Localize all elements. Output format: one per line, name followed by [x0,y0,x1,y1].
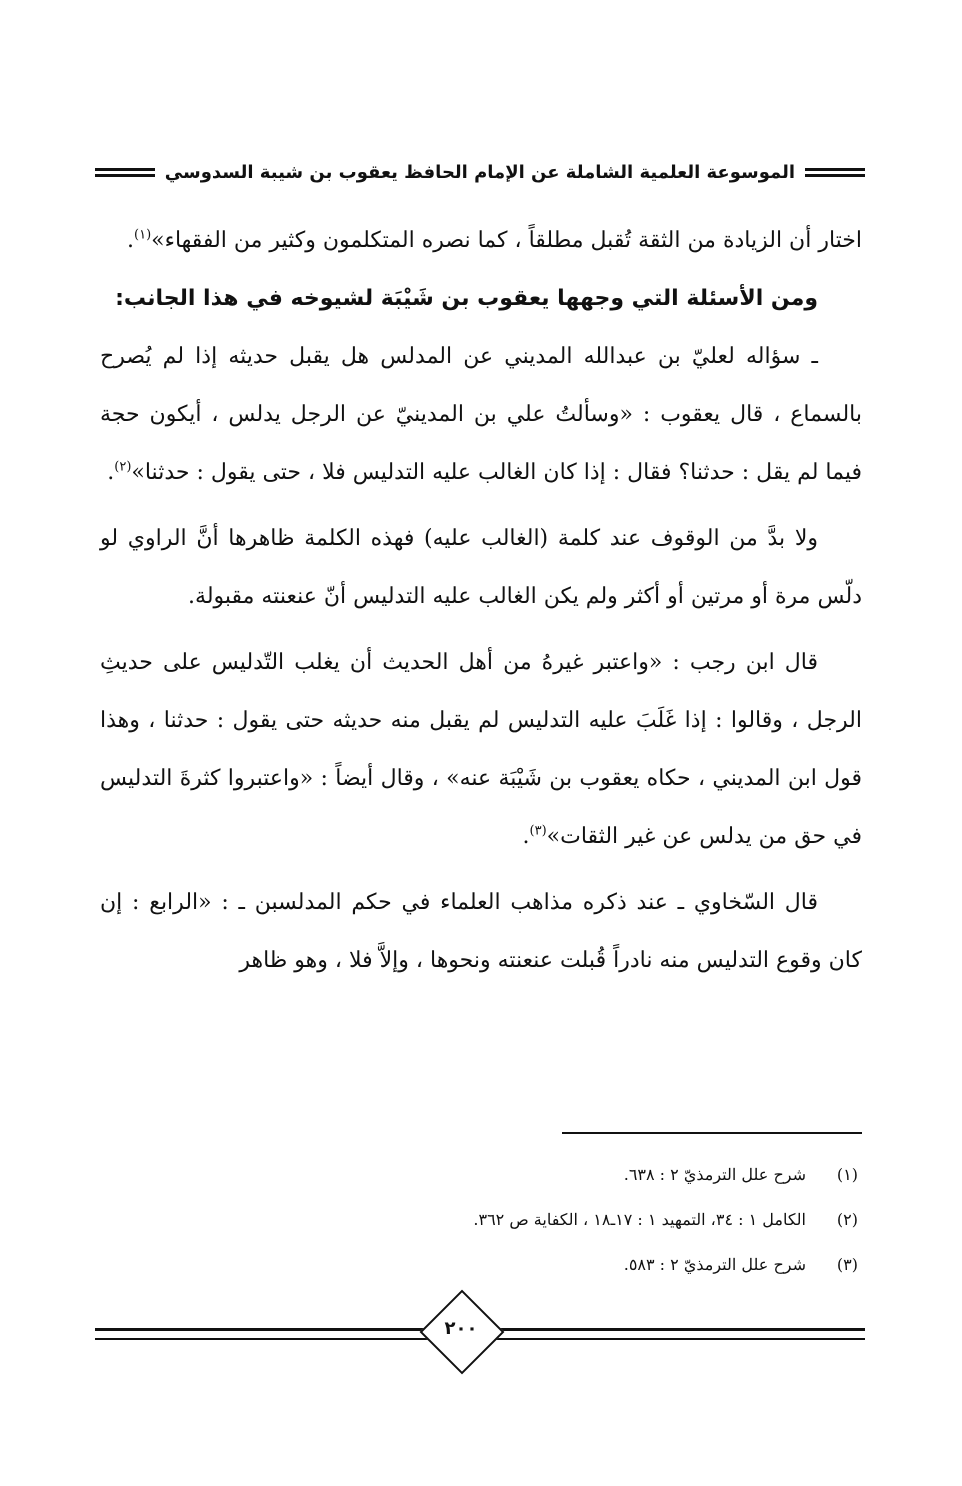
paragraph-text: اختار أن الزيادة من الثقة تُقبل مطلقاً ، كما نصره المتكلمون وكثير من الفقهاء» [151,228,862,253]
footnote-number: (١) [836,1165,858,1184]
footnote [158,1152,858,1197]
paragraph-text: ـ سؤاله لعليّ بن عبدالله المديني عن المدلس هل يقبل حديثه إذا لم يُصرح بالسماع ، قال يعقوب : «وسألتُ علي بن المدينيّ عن الرجل يدلس ، أيكون حجة فيما لم يقل : حدثنا؟ فقال : إذا كان الغالب عليه التدليس فلا ، حتى يقول : حدثنا» [100,344,862,485]
running-title: الموسوعة العلمية الشاملة عن الإمام الحافظ يعقوب بن شيبة السدوسي [164,161,795,183]
paragraph [100,328,862,502]
footnotes [158,1152,858,1287]
footnote-text: شرح علل الترمذيّ ٢ : ٥٨٣. [623,1255,806,1274]
footnote-ref: (١) [134,227,152,243]
running-header [95,146,865,198]
main-text [100,212,862,990]
paragraph-text: قال ابن رجب : «واعتبر غيرهُ من أهل الحديث أن يغلب التّدليس على حديثِ الرجل ، وقالوا : إذا غَلَبَ عليه التدليس لم يقبل منه حديثه حتى يقول : حدثنا ، وهذا قول ابن المديني ، حكاه يعقوب بن شَيْبَة عنه» ، وقال أيضاً : «واعتبروا كثرةَ التدليس في حق من يدلس عن غير الثقات» [100,650,862,849]
page-number: ٢٠٠ [444,1318,478,1339]
footnote-number: (٣) [836,1255,858,1274]
paragraph-end: . [127,228,135,253]
paragraph: قال السّخاوي ـ عند ذكره مذاهب العلماء في حكم المدلسبن ـ : «الرابع : إن كان وقوع التدليس منه نادراً قُبلت عنعنته ونحوها ، وإلاَّ فلا ، وهو ظاهر [100,890,862,973]
footnote [158,1242,858,1287]
footnote-number: (٢) [836,1210,858,1229]
footnote-text: شرح علل الترمذيّ ٢ : ٦٣٨. [623,1165,806,1184]
paragraph: ولا بدَّ من الوقوف عند كلمة (الغالب عليه) فهذه الكلمة ظاهرها أنَّ الراوي لو دلّس مرة أو مرتين أو أكثر ولم يكن الغالب عليه التدليس أنّ عنعنته مقبولة. [100,526,862,609]
paragraph-end: . [522,824,530,849]
paragraph [100,212,862,270]
paragraph-end: . [107,460,115,485]
header-rule-left [95,168,155,177]
section-heading: ومن الأسئلة التي وجهها يعقوب بن شَيْبَة لشيوخه في هذا الجانب: [115,286,818,311]
footnote-ref: (٣) [529,823,547,839]
footnote-separator [562,1132,862,1134]
paragraph [100,634,862,866]
header-rule-right [805,168,865,177]
page-footer [95,1300,865,1374]
footnote-ref: (٢) [114,459,132,475]
footnote-text: الكامل ١ : ٣٤، التمهيد ١ : ١٧ـ١٨ ، الكفاية ص ٣٦٢. [473,1210,806,1229]
footnote [158,1197,858,1242]
